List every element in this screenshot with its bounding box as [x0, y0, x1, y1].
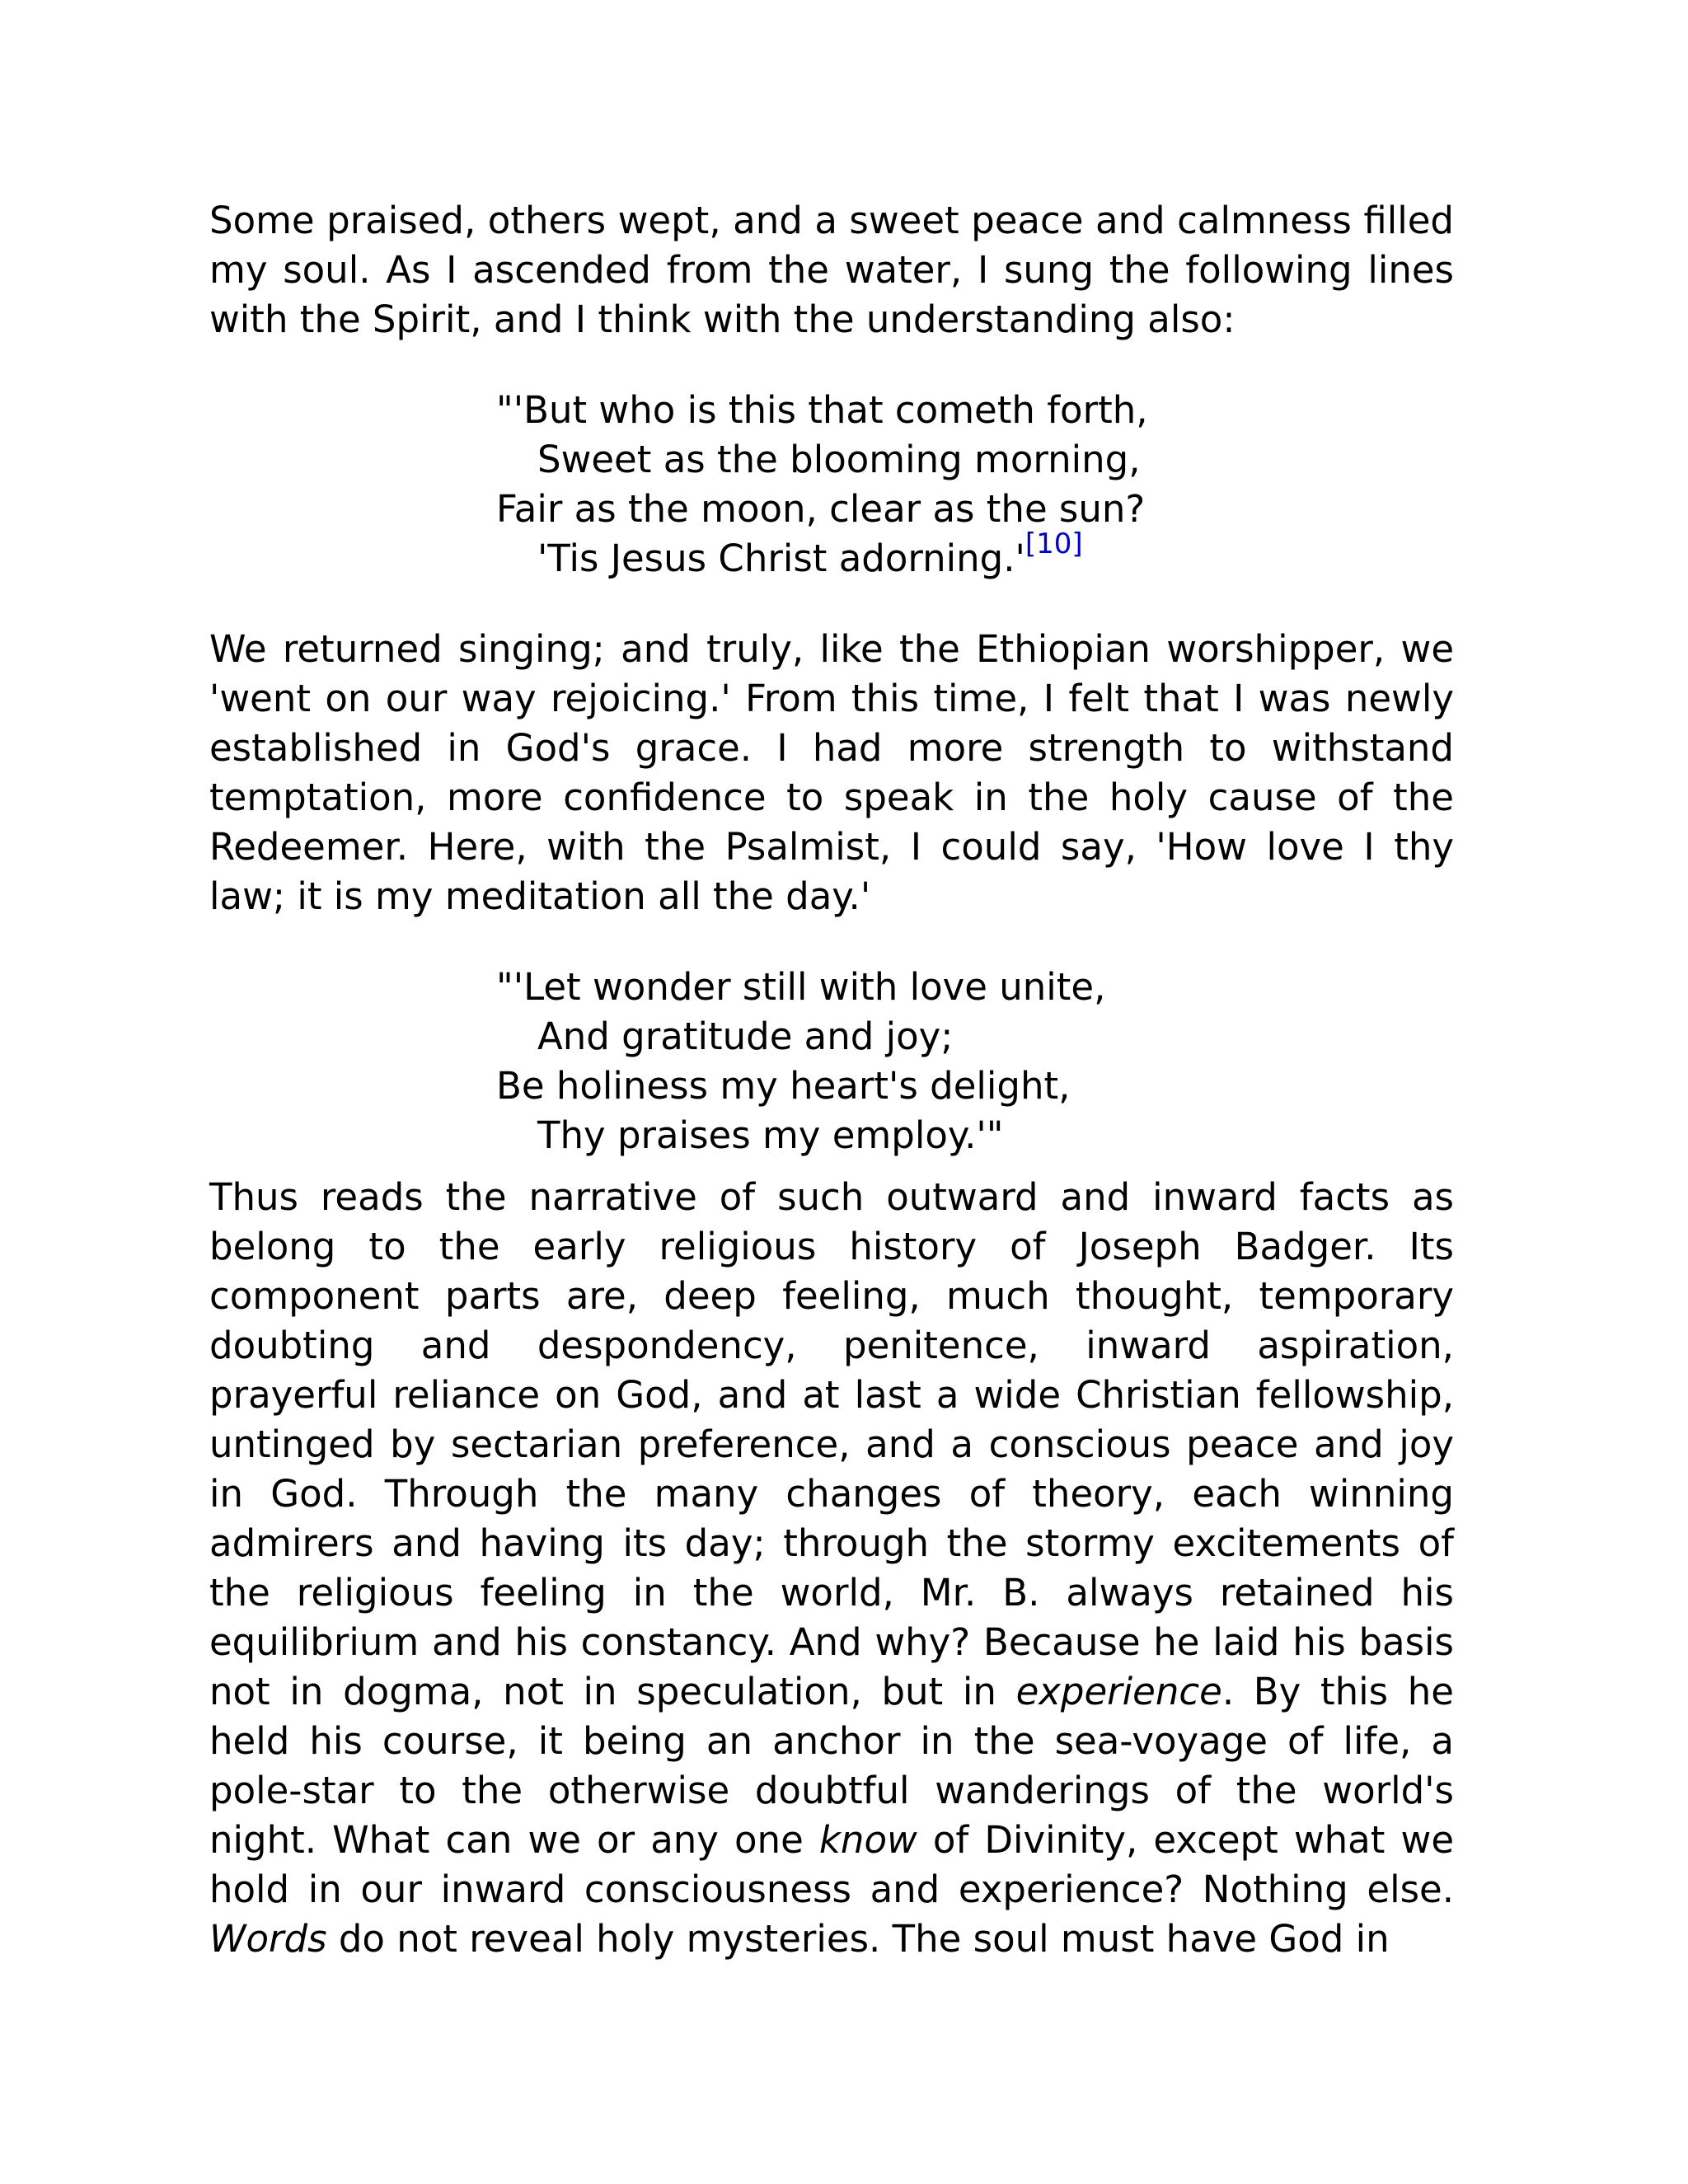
- text-run: do not reveal holy mysteries. The soul must have God in: [326, 1917, 1390, 1961]
- hymn-line-with-footnote: [496, 527, 1454, 583]
- paragraph-rejoicing: We returned singing; and truly, like the Ethiopian worshipper, we 'went on our way rejoicing.' From this time, I felt that I was newly established in God's grace. I had more strength to withstand temptation, more confidence to speak in the holy cause of the Redeemer. Here, with the Psalmist, I could say, 'How love I thy law; it is my meditation all the day.': [209, 627, 1454, 918]
- paragraph-baptism: Some praised, others wept, and a sweet peace and calmness filled my soul. As I ascended from the water, I sung the following lines with the Spirit, and I think with the understanding also:: [209, 199, 1454, 341]
- emphasis-text: experience: [1015, 1670, 1222, 1713]
- hymn-line: And gratitude and joy;: [537, 1015, 954, 1058]
- hymn-stanza-2: [209, 963, 1454, 1160]
- hymn-stanza-1: [209, 386, 1454, 583]
- emphasis-text: Words: [209, 1917, 327, 1961]
- hymn-line: Be holiness my heart's delight,: [496, 1064, 1071, 1108]
- hymn-line: Fair as the moon, clear as the sun?: [496, 487, 1146, 531]
- paragraph-narrative: [209, 1173, 1454, 1964]
- emphasis-text: know: [818, 1818, 917, 1862]
- hymn-line: Sweet as the blooming morning,: [537, 438, 1141, 481]
- text-run: Thus reads the narrative of such outward and inward facts as belong to the early religious history of Joseph Badger. Its component parts are, deep feeling, much thought, temporary doubting and despondency, penitence, inward aspiration, prayerful reliance on God, and at last a wide Christian fellowship, untinged by sectarian preference, and a conscious peace and joy in God. Through the many changes of theory, each winning admirers and having its day; through the stormy excitements of the religious feeling in the world, Mr. B. always retained his equilibrium and his constancy. And why? Because he laid his basis not in dogma, not in speculation, but in: [209, 1175, 1454, 1713]
- text-run: . By this he held his course, it being an anchor in the sea-voyage of life, a pole-star to the otherwise doubtful wanderings of the world's night. What can we or any one: [209, 1670, 1454, 1862]
- hymn-line: "'Let wonder still with love unite,: [496, 965, 1106, 1009]
- hymn-line: "'But who is this that cometh forth,: [496, 388, 1148, 432]
- footnote-link[interactable]: [10]: [1025, 527, 1083, 560]
- hymn-line-text: 'Tis Jesus Christ adorning.': [537, 537, 1025, 580]
- hymn-line: Thy praises my employ.'": [537, 1113, 1004, 1157]
- text-run: of Divinity, except what we hold in our inward consciousness and experience? Nothing else.: [209, 1818, 1455, 1911]
- document-page: [209, 196, 1454, 1964]
